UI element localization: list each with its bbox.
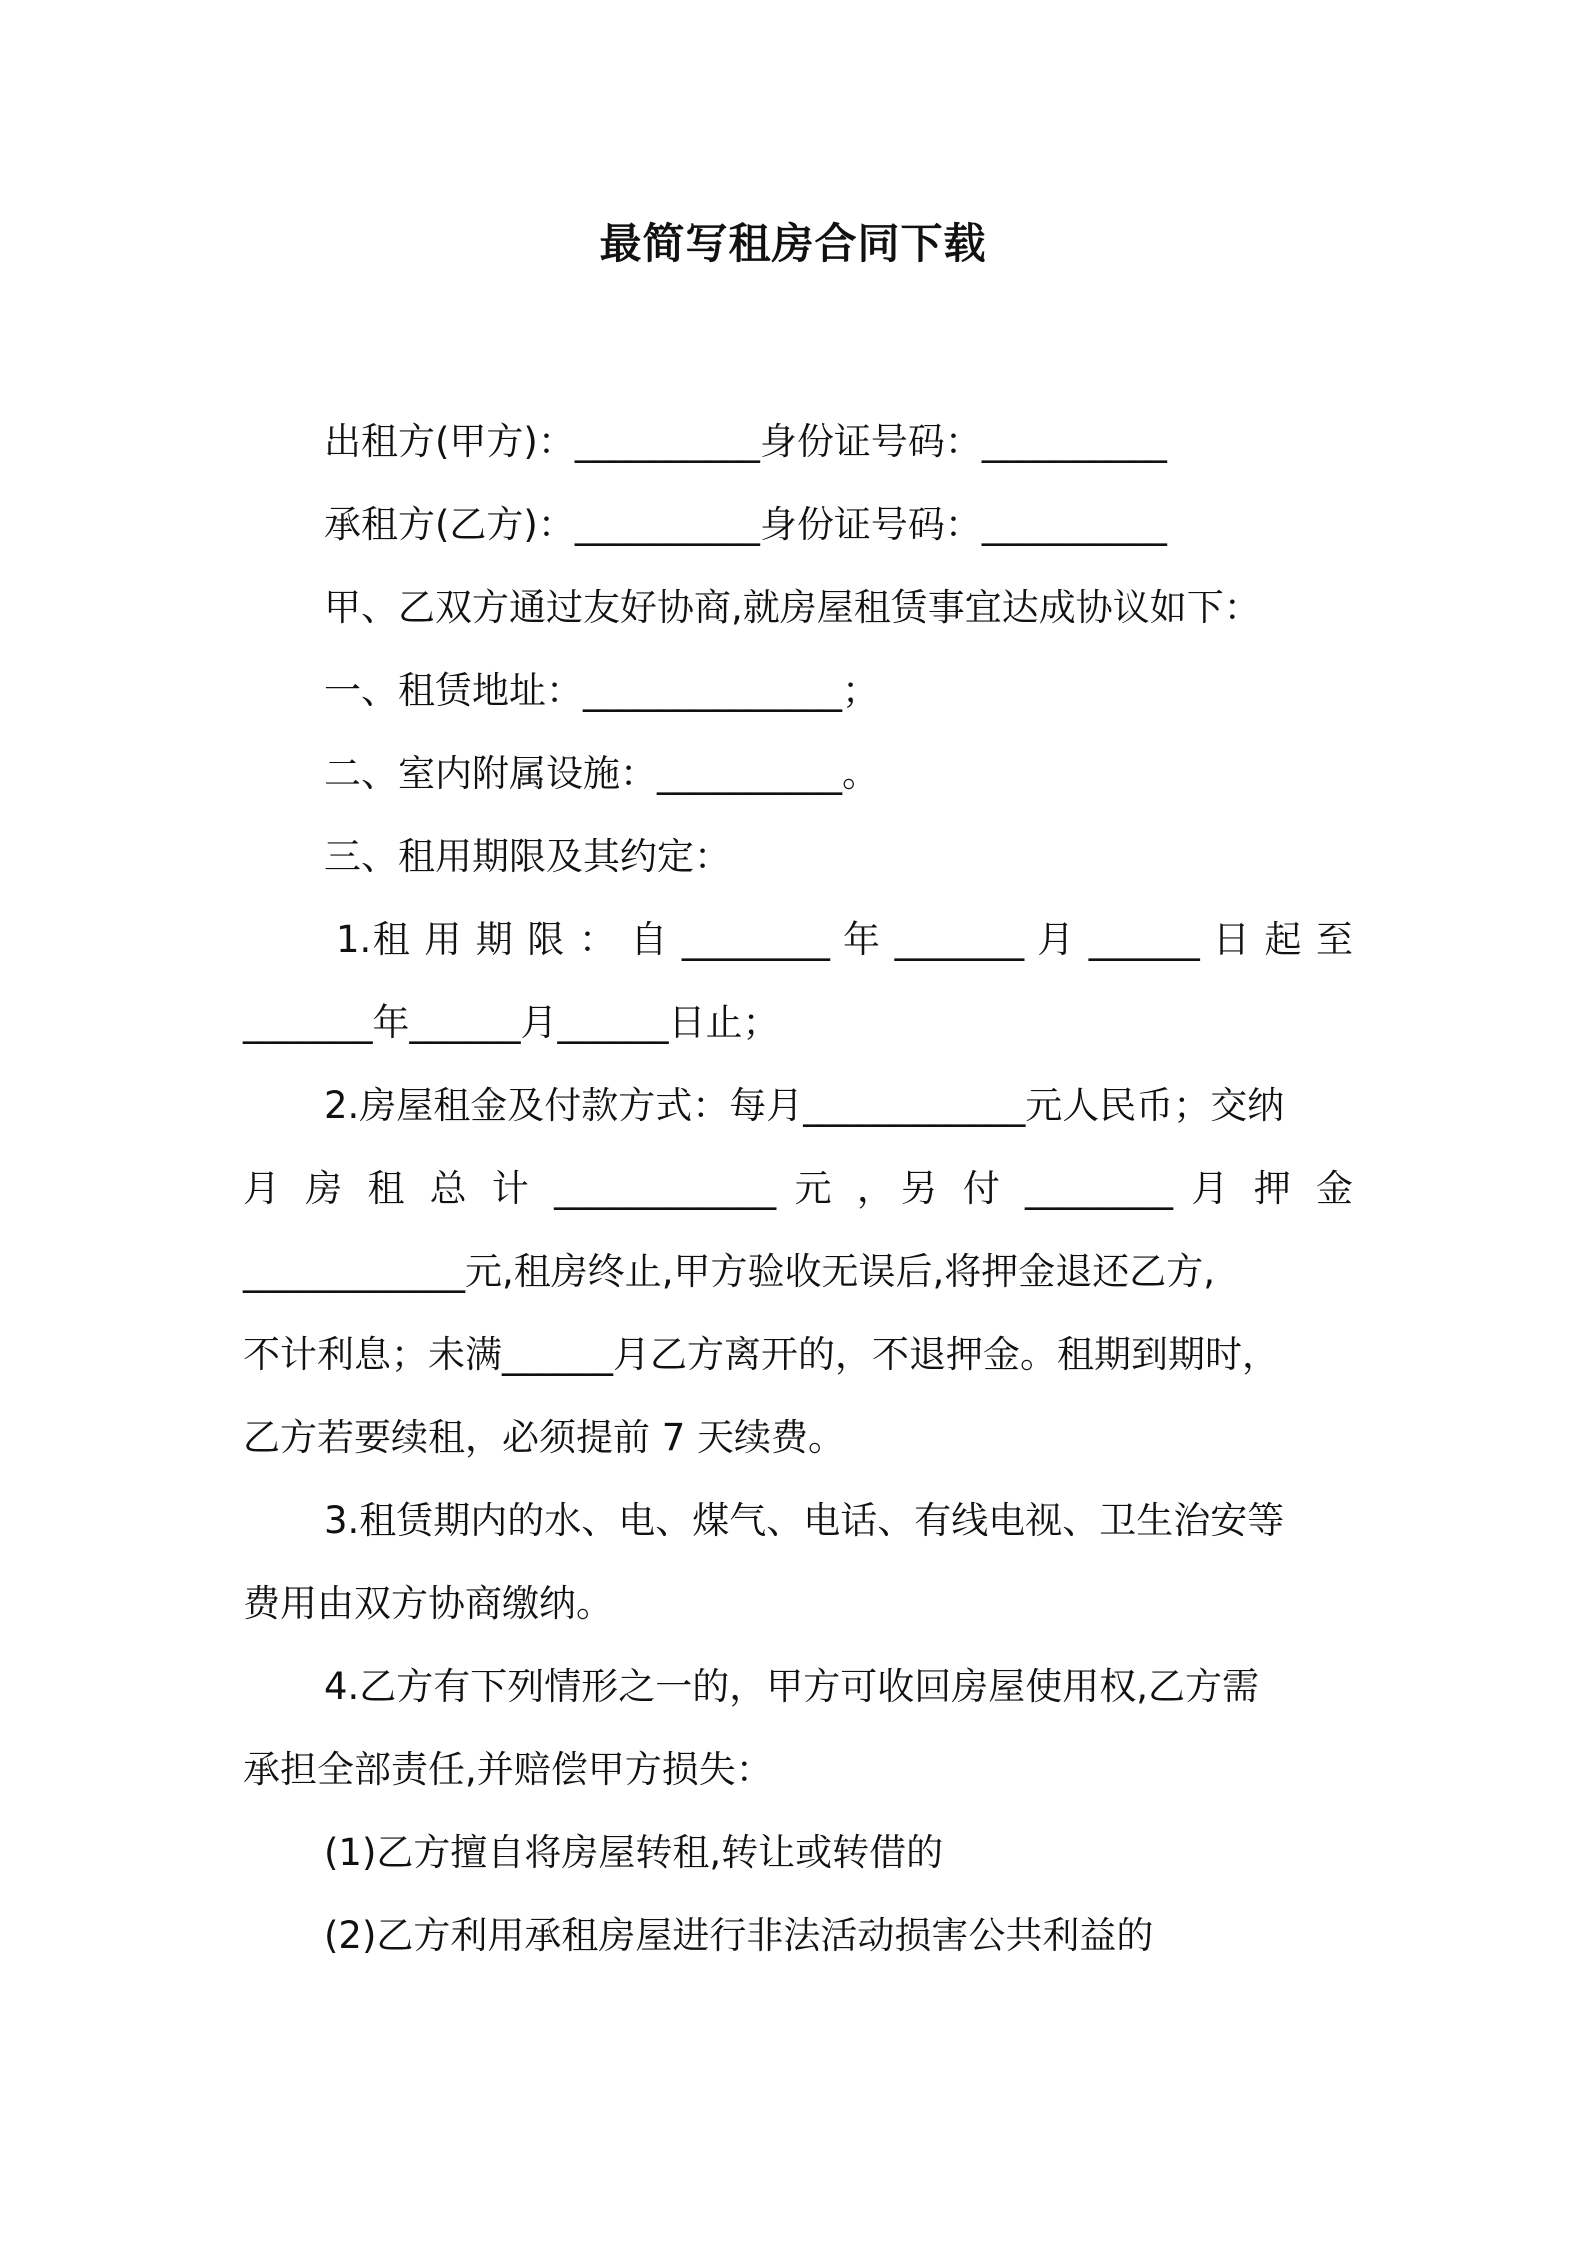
clause-2-facilities: 二、室内附属设施：__________。 <box>324 752 879 795</box>
reclaim-case-2: (2)乙方利用承租房屋进行非法活动损害公共利益的 <box>324 1914 1154 1957</box>
reclaim-line-2: 承担全部责任,并赔偿甲方损失： <box>243 1748 773 1791</box>
lessor-line: 出租方(甲方)：__________身份证号码：__________ <box>324 420 1167 463</box>
fees-line-1: 3.租赁期内的水、电、煤气、电话、有线电视、卫生治安等 <box>324 1499 1285 1542</box>
term-line-1: 1.租 用 期 限 ： 自 ________ 年 _______ 月 ______ 日 起 至 <box>336 918 1353 961</box>
clause-3-heading: 三、租用期限及其约定： <box>324 835 731 878</box>
clause-1-address: 一、租赁地址：______________； <box>324 669 879 712</box>
reclaim-case-1: (1)乙方擅自将房屋转租,转让或转借的 <box>324 1831 944 1874</box>
fees-line-2: 费用由双方协商缴纳。 <box>243 1582 613 1625</box>
rent-line-4: 不计利息；未满______月乙方离开的，不退押金。租期到期时， <box>243 1333 1279 1376</box>
term-line-2: _______年______月______日止； <box>243 1001 780 1044</box>
rent-line-1: 2.房屋租金及付款方式：每月____________元人民币；交纳 <box>324 1084 1285 1127</box>
document-title: 最简写租房合同下载 <box>599 219 987 268</box>
lessee-line: 承租方(乙方)：__________身份证号码：__________ <box>324 503 1167 546</box>
rent-line-2: 月 房 租 总 计 ____________ 元 ，另 付 ________ 月 押 金 <box>243 1167 1353 1210</box>
agreement-intro: 甲、乙双方通过友好协商,就房屋租赁事宜达成协议如下： <box>324 586 1261 629</box>
reclaim-line-1: 4.乙方有下列情形之一的，甲方可收回房屋使用权,乙方需 <box>324 1665 1260 1708</box>
rent-line-3: ____________元,租房终止,甲方验收无误后,将押金退还乙方, <box>243 1250 1216 1293</box>
rent-line-5: 乙方若要续租，必须提前 7 天续费。 <box>243 1416 846 1459</box>
